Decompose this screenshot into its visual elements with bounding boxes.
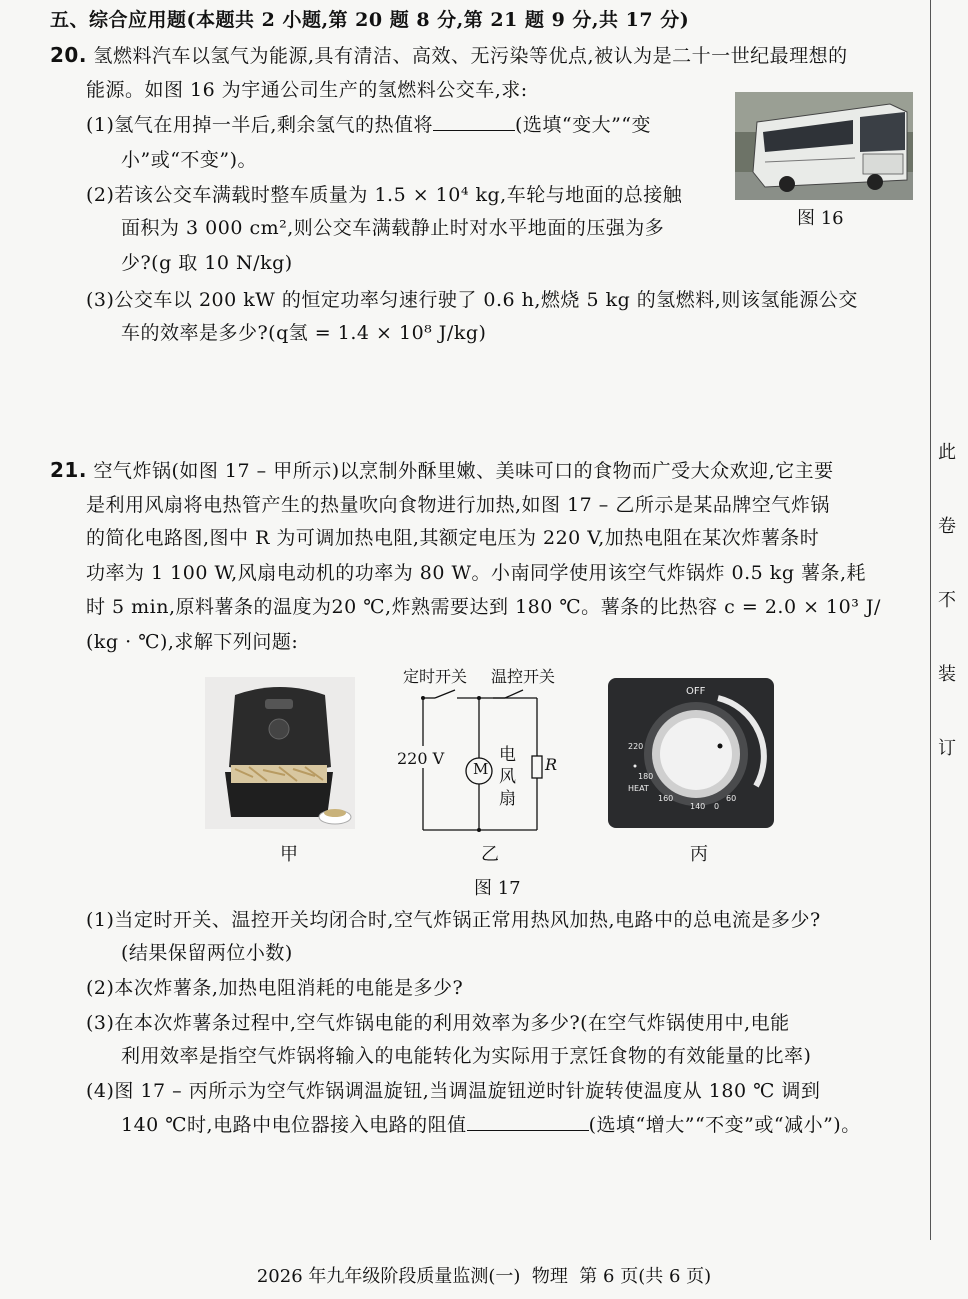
knob-tick: 160 bbox=[658, 794, 674, 803]
fan-label: 电 风 扇 bbox=[499, 745, 516, 809]
q21-part1-line1: (1)当定时开关、温控开关均闭合时,空气炸锅正常用热风加热,电路中的总电流是多少? bbox=[86, 909, 821, 931]
q21-intro-line6: (kg · ℃),求解下列问题: bbox=[86, 631, 299, 653]
timer-switch-label: 定时开关 bbox=[403, 667, 468, 686]
resistor-label: R bbox=[545, 755, 558, 774]
bus-photo bbox=[735, 92, 913, 200]
q21-intro-line1: 21. 空气炸锅(如图 17 – 甲所示)以烹制外酥里嫩、美味可口的食物而广受大众欢迎,它主要 bbox=[50, 458, 834, 482]
answer-blank[interactable] bbox=[467, 1112, 589, 1131]
sub-caption-yi: 乙 bbox=[481, 844, 499, 865]
q20-part2-line1: (2)若该公交车满载时整车质量为 1.5 × 10⁴ kg,车轮与地面的总接触 bbox=[86, 184, 683, 206]
side-char: 此 bbox=[938, 442, 956, 463]
q21-part3-line2: 利用效率是指空气炸锅将输入的电能转化为实际用于烹饪食物的有效能量的比率) bbox=[121, 1045, 812, 1067]
section-title: 五、综合应用题(本题共 2 小题,第 20 题 8 分,第 21 题 9 分,共 17 分) bbox=[50, 9, 690, 31]
knob-tick: 0 bbox=[714, 802, 720, 811]
figure-16-caption: 图 16 bbox=[797, 208, 844, 229]
q21-intro-line3: 的简化电路图,图中 R 为可调加热电阻,其额定电压为 220 V,加热电阻在某次炸薯条时 bbox=[86, 527, 820, 549]
q20-intro-line2: 能源。如图 16 为宇通公司生产的氢燃料公交车,求: bbox=[86, 79, 528, 101]
q21-part4-line1: (4)图 17 – 丙所示为空气炸锅调温旋钮,当调温旋钮逆时针旋转使温度从 180 ℃ 调到 bbox=[86, 1080, 821, 1102]
voltage-label: 220 V bbox=[397, 749, 445, 768]
knob-tick: 140 bbox=[690, 802, 706, 811]
q21-intro-line2: 是利用风扇将电热管产生的热量吹向食物进行加热,如图 17 – 乙所示是某品牌空气炸锅 bbox=[86, 494, 830, 516]
answer-blank[interactable] bbox=[433, 112, 515, 131]
q21-part3-line1: (3)在本次炸薯条过程中,空气炸锅电能的利用效率为多少?(在空气炸锅使用中,电能 bbox=[86, 1012, 790, 1034]
sub-caption-bing: 丙 bbox=[690, 844, 708, 865]
side-char: 卷 bbox=[938, 516, 956, 537]
temp-switch-label: 温控开关 bbox=[491, 667, 556, 686]
q21-number: 21. bbox=[50, 458, 87, 482]
q20-part1-line1: (1)氢气在用掉一半后,剩余氢气的热值将 (选填“变大”“变 bbox=[86, 114, 652, 136]
q20-part3-line2: 车的效率是多少?(q氢 = 1.4 × 10⁸ J/kg) bbox=[121, 322, 487, 344]
knob-off-label: OFF bbox=[686, 686, 706, 697]
q20-part3-line1: (3)公交车以 200 kW 的恒定功率匀速行驶了 0.6 h,燃烧 5 kg 的氢燃料,则该氢能源公交 bbox=[86, 289, 858, 311]
q20-part2-line3: 少?(g 取 10 N/kg) bbox=[121, 252, 293, 274]
motor-label: M bbox=[473, 760, 489, 778]
q20-part1-line2: 小”或“不变”)。 bbox=[121, 149, 258, 171]
q21-part1-line2: (结果保留两位小数) bbox=[121, 942, 293, 964]
side-char: 不 bbox=[938, 590, 956, 611]
figure-17-caption: 图 17 bbox=[474, 878, 521, 899]
q21-intro-line4: 功率为 1 100 W,风扇电动机的功率为 80 W。小南同学使用该空气炸锅炸 0.5 kg 薯条,耗 bbox=[86, 562, 867, 584]
knob-heat-label: HEAT bbox=[628, 784, 649, 793]
knob-tick: 180 bbox=[638, 772, 654, 781]
air-fryer-photo bbox=[205, 677, 355, 829]
knob-tick: 60 bbox=[726, 794, 737, 803]
temperature-knob-panel bbox=[608, 678, 774, 828]
knob-tick: 220 bbox=[628, 742, 644, 751]
side-char: 装 bbox=[938, 664, 956, 685]
side-char: 订 bbox=[938, 738, 956, 759]
q21-intro-line5: 时 5 min,原料薯条的温度为20 ℃,炸熟需要达到 180 ℃。薯条的比热容 c = 2.0 × 10³ J/ bbox=[86, 596, 881, 618]
page-footer: 2026 年九年级阶段质量监测(一) 物理 第 6 页(共 6 页) bbox=[256, 1266, 712, 1287]
binding-line bbox=[930, 0, 931, 1240]
circuit-diagram bbox=[395, 660, 575, 840]
q20-intro-line1: 20. 氢燃料汽车以氢气为能源,具有清洁、高效、无污染等优点,被认为是二十一世纪最理想的 bbox=[50, 43, 848, 67]
sub-caption-jia: 甲 bbox=[280, 844, 298, 865]
q20-part2-line2: 面积为 3 000 cm²,则公交车满载静止时对水平地面的压强为多 bbox=[121, 217, 665, 239]
q20-number: 20. bbox=[50, 43, 87, 67]
q21-part4-line2: 140 ℃时,电路中电位器接入电路的阻值 (选填“增大”“不变”或“减小”)。 bbox=[121, 1114, 861, 1136]
q21-part2: (2)本次炸薯条,加热电阻消耗的电能是多少? bbox=[86, 977, 464, 999]
